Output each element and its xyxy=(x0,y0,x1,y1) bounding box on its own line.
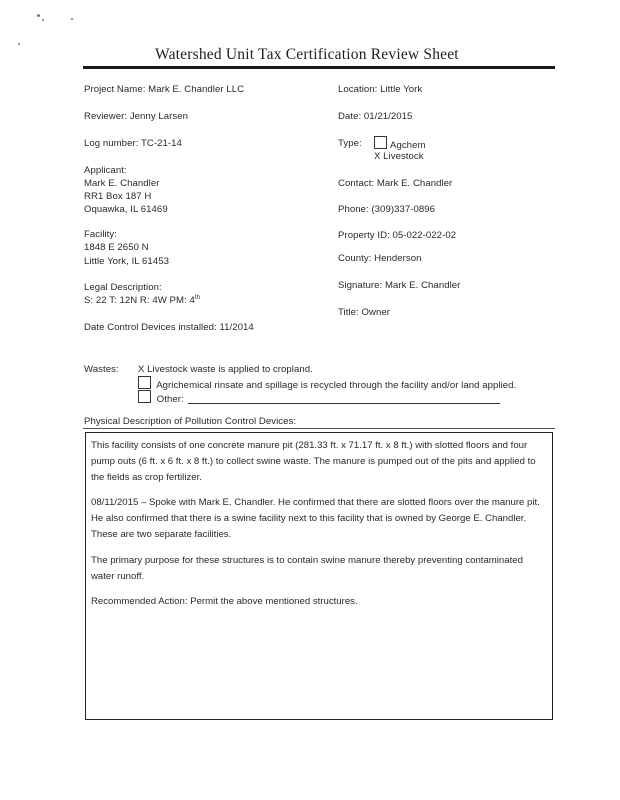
log-number: Log number: TC-21-14 xyxy=(84,138,182,149)
reviewer: Reviewer: Jenny Larsen xyxy=(84,111,189,122)
type-agchem-option[interactable] xyxy=(374,136,426,151)
description-paragraph: Recommended Action: Permit the above mentioned structures. xyxy=(91,596,358,607)
scan-speck xyxy=(71,18,73,20)
other-input-line[interactable] xyxy=(188,394,500,404)
scan-speck xyxy=(42,19,44,21)
project-name: Project Name: Mark E. Chandler LLC xyxy=(84,84,245,95)
physical-description-label: Physical Description of Pollution Control Devices: xyxy=(84,416,297,427)
date-installed: Date Control Devices installed: 11/2014 xyxy=(84,322,254,333)
legal-label: Legal Description: xyxy=(84,282,162,293)
contact: Contact: Mark E. Chandler xyxy=(338,178,453,189)
phone: Phone: (309)337-0896 xyxy=(338,204,436,215)
description-paragraph: This facility consists of one concrete manure pit (281.33 ft. x 71.17 ft. x 8 ft.) with slotted floors and four pump outs (6 ft. x 6 ft. x 8 ft.) to collect swine waste. The manure is pumped out of the pits and applied to the fields as crop fertilizer. xyxy=(91,440,536,483)
property-id: Property ID: 05-022-022-02 xyxy=(338,230,457,241)
wastes-other-label: Other: xyxy=(156,394,184,405)
applicant-line: Oquawka, IL 61469 xyxy=(84,204,168,215)
owner-title: Title: Owner xyxy=(338,307,390,318)
agrichemical-checkbox[interactable] xyxy=(138,376,151,389)
type-livestock: X Livestock xyxy=(374,151,424,162)
review-date: Date: 01/21/2015 xyxy=(338,111,413,122)
applicant-line: Mark E. Chandler xyxy=(84,178,160,189)
legal-value-text: S: 22 T: 12N R: 4W PM: 4 xyxy=(84,295,195,307)
page-title: Watershed Unit Tax Certification Review Sheet xyxy=(155,46,459,63)
legal-value xyxy=(84,295,200,306)
facility-line: 1848 E 2650 N xyxy=(84,242,149,253)
facility-label: Facility: xyxy=(84,229,117,240)
title-rule xyxy=(83,66,555,69)
description-paragraph: 08/11/2015 – Spoke with Mark E. Chandler. He confirmed that there are slotted floors over the manure pit. He also confirmed that there is a swine facility next to this facility that is owned by George E. Chandler. These are two separate facilities. xyxy=(91,497,540,540)
applicant-label: Applicant: xyxy=(84,165,127,176)
county: County: Henderson xyxy=(338,253,422,264)
facility-line: Little York, IL 61453 xyxy=(84,256,169,267)
section-rule xyxy=(83,428,555,429)
other-checkbox[interactable] xyxy=(138,390,151,403)
type-label: Type: xyxy=(338,138,362,149)
scan-speck xyxy=(37,14,40,17)
legal-value-sup: th xyxy=(194,295,200,301)
wastes-agchem-label: Agrichemical rinsate and spillage is recycled through the facility and/or land applied. xyxy=(156,380,517,391)
applicant-line: RR1 Box 187 H xyxy=(84,191,152,202)
scan-speck xyxy=(18,43,20,45)
wastes-other-option[interactable] xyxy=(138,390,500,405)
location: Location: Little York xyxy=(338,84,423,95)
description-paragraph: The primary purpose for these structures is to contain swine manure thereby preventing contaminated water runoff. xyxy=(91,555,523,582)
wastes-livestock: X Livestock waste is applied to cropland. xyxy=(138,364,313,375)
agchem-checkbox[interactable] xyxy=(374,136,387,149)
wastes-label: Wastes: xyxy=(84,364,119,375)
signature: Signature: Mark E. Chandler xyxy=(338,280,461,291)
wastes-agchem-option[interactable] xyxy=(138,376,516,391)
type-agchem-label: Agchem xyxy=(390,140,426,151)
